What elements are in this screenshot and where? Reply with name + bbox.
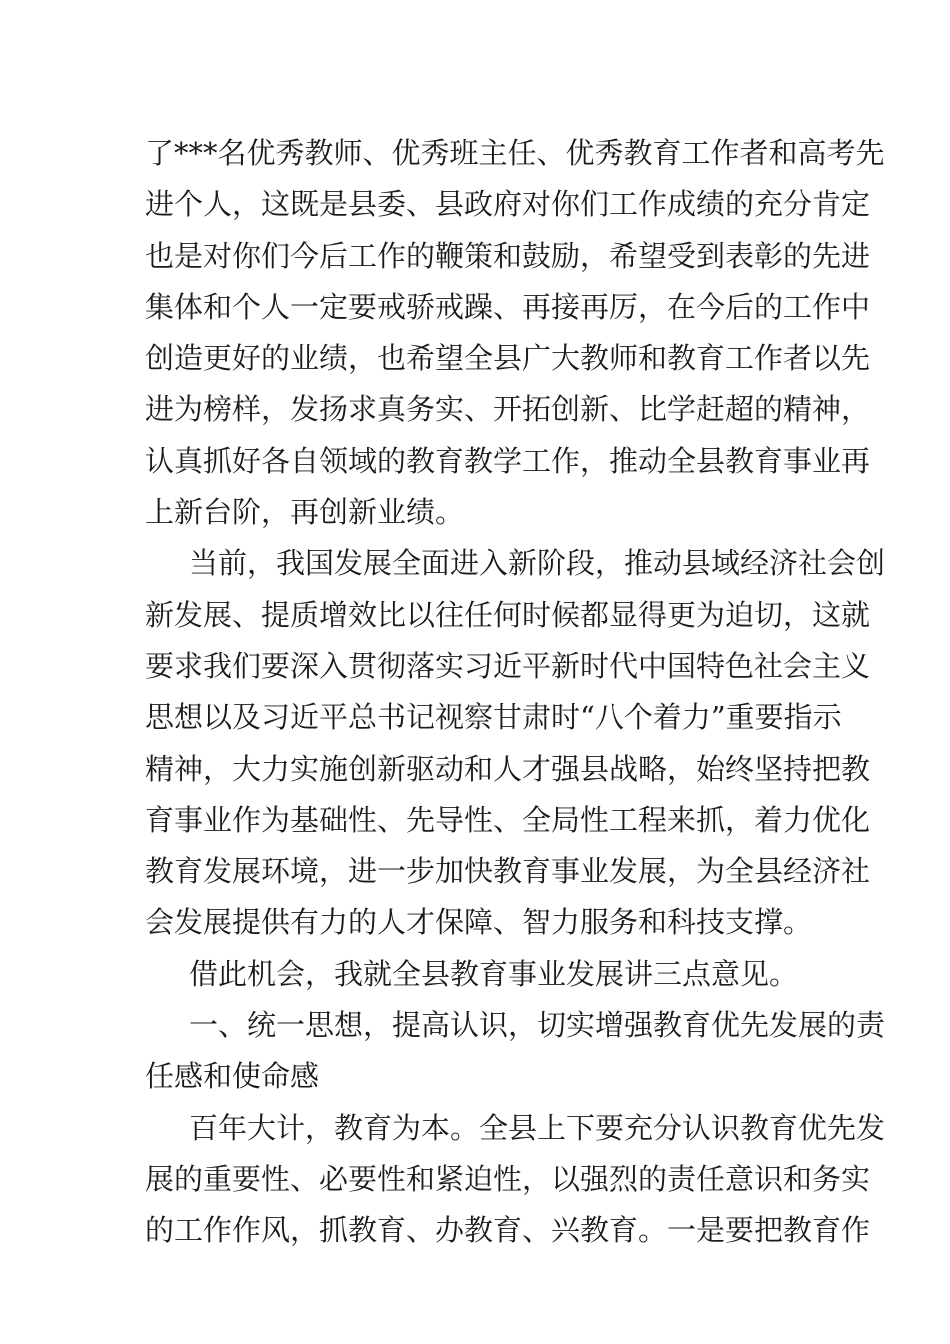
text-line-16: 会发展提供有力的人才保障、智力服务和科技支撑。 <box>145 905 813 940</box>
text-line-21: 展的重要性、必要性和紧迫性，以强烈的责任意识和务实 <box>145 1161 871 1196</box>
text-line-14: 育事业作为基础性、先导性、全局性工程来抓，着力优化 <box>145 802 871 837</box>
text-line-1: 了***名优秀教师、优秀班主任、优秀教育工作者和高考先 <box>145 136 885 170</box>
document-body <box>145 128 886 1257</box>
text-line-5: 创造更好的业绩，也希望全县广大教师和教育工作者以先 <box>145 341 871 376</box>
text-line-10: 新发展、提质增效比以往任何时候都显得更为迫切，这就 <box>145 597 871 632</box>
text-line-12: 思想以及习近平总书记视察甘肃时“八个着力”重要指示 <box>145 700 842 735</box>
section-heading-line-1: 一、统一思想，提高认识，切实增强教育优先发展的责 <box>189 1008 886 1043</box>
text-line-3: 也是对你们今后工作的鞭策和鼓励，希望受到表彰的先进 <box>145 238 871 273</box>
text-line-9: 当前，我国发展全面进入新阶段，推动县域经济社会创 <box>189 546 886 581</box>
text-line-6: 进为榜样，发扬求真务实、开拓创新、比学赶超的精神， <box>145 392 871 427</box>
text-line-11: 要求我们要深入贯彻落实习近平新时代中国特色社会主义 <box>145 648 871 683</box>
text-line-17: 借此机会，我就全县教育事业发展讲三点意见。 <box>189 956 799 991</box>
text-line-4: 集体和个人一定要戒骄戒躁、再接再厉，在今后的工作中 <box>145 289 871 324</box>
text-line-15: 教育发展环境，进一步加快教育事业发展，为全县经济社 <box>145 854 871 889</box>
text-line-13: 精神，大力实施创新驱动和人才强县战略，始终坚持把教 <box>145 751 871 786</box>
text-line-2: 进个人，这既是县委、县政府对你们工作成绩的充分肯定 <box>145 187 871 222</box>
text-line-22: 的工作作风，抓教育、办教育、兴教育。一是要把教育作 <box>145 1213 871 1248</box>
text-line-7: 认真抓好各自领域的教育教学工作，推动全县教育事业再 <box>145 443 871 478</box>
section-heading-line-2: 任感和使命感 <box>145 1059 320 1094</box>
text-line-8: 上新台阶，再创新业绩。 <box>145 495 465 530</box>
text-line-20: 百年大计，教育为本。全县上下要充分认识教育优先发 <box>189 1110 886 1145</box>
